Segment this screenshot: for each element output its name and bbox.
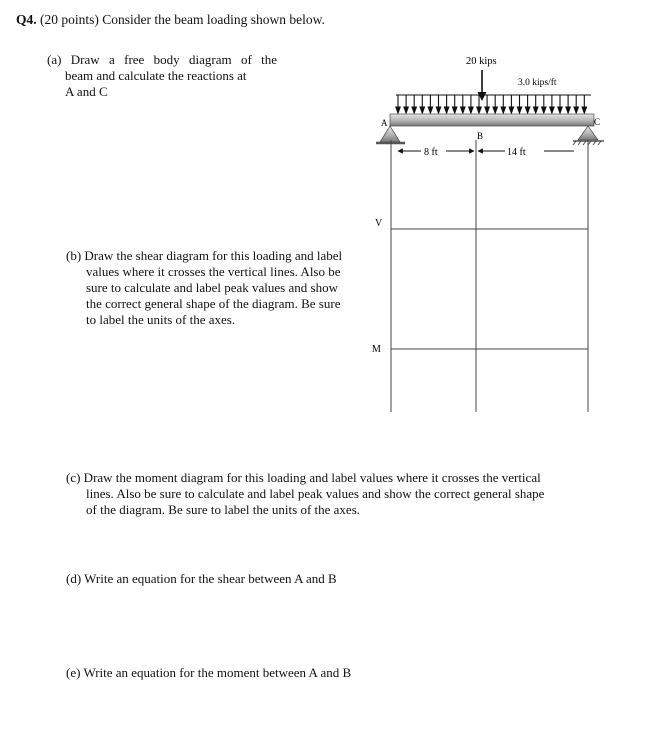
udl-arrow-head (493, 107, 497, 113)
udl-arrow-head (444, 107, 448, 113)
distributed-load-arrows (396, 95, 587, 113)
label-b: B (477, 131, 484, 141)
part-b-line-2: values where it crosses the vertical lines. Also be (86, 264, 341, 279)
udl-arrow-head (436, 107, 440, 113)
question-number: Q4. (16, 12, 37, 27)
point-load-label: 20 kips (466, 56, 497, 67)
udl-arrow-head (404, 107, 408, 113)
udl-arrow-head (420, 107, 424, 113)
udl-arrow-head (558, 107, 562, 113)
beam (390, 114, 594, 126)
part-c-line-2: lines. Also be sure to calculate and label peak values and show the correct general shape (86, 486, 545, 501)
label-a: A (381, 118, 388, 128)
udl-arrow-head (517, 107, 521, 113)
udl-arrow-head (396, 107, 400, 113)
udl-arrow-head (485, 107, 489, 113)
udl-arrow-head (469, 107, 473, 113)
part-e-line: (e) Write an equation for the moment between A and B (66, 665, 352, 680)
part-a-line-3: A and C (65, 84, 108, 99)
udl-arrow-head (534, 107, 538, 113)
part-c-line-1: (c) Draw the moment diagram for this loading and label values where it crosses the vertical (66, 470, 541, 485)
part-a-line-1: (a) Draw a free body diagram of the (47, 52, 277, 67)
shear-axis-label: V (375, 218, 383, 229)
udl-arrow-head (509, 107, 513, 113)
moment-axis-label: M (372, 344, 381, 355)
question-intro: (20 points) Consider the beam loading shown below. (40, 12, 325, 27)
part-b-line-1: (b) Draw the shear diagram for this loading and label (66, 248, 343, 263)
udl-arrow-head (428, 107, 432, 113)
dimension-ab-label: 8 ft (424, 147, 438, 158)
part-b-line-5: to label the units of the axes. (86, 312, 236, 327)
udl-arrow-head (525, 107, 529, 113)
label-c: C (594, 117, 601, 127)
dimension-bc-label: 14 ft (507, 147, 526, 158)
part-b-line-4: the correct general shape of the diagram. Be sure (86, 296, 341, 311)
udl-arrow-head (501, 107, 505, 113)
udl-arrow-head (574, 107, 578, 113)
udl-arrow-head (412, 107, 416, 113)
distributed-load-label: 3.0 kips/ft (518, 78, 557, 88)
part-c-line-3: of the diagram. Be sure to label the units of the axes. (86, 502, 361, 517)
part-a-line-2: beam and calculate the reactions at (65, 68, 247, 83)
diagram-grid (391, 140, 588, 412)
udl-arrow-head (550, 107, 554, 113)
udl-arrow-head (461, 107, 465, 113)
udl-arrow-head (582, 107, 586, 113)
udl-arrow-head (477, 107, 481, 113)
udl-arrow-head (566, 107, 570, 113)
part-d-line: (d) Write an equation for the shear between A and B (66, 571, 337, 586)
udl-arrow-head (453, 107, 457, 113)
udl-arrow-head (542, 107, 546, 113)
part-b-line-3: sure to calculate and label peak values and show (86, 280, 338, 295)
